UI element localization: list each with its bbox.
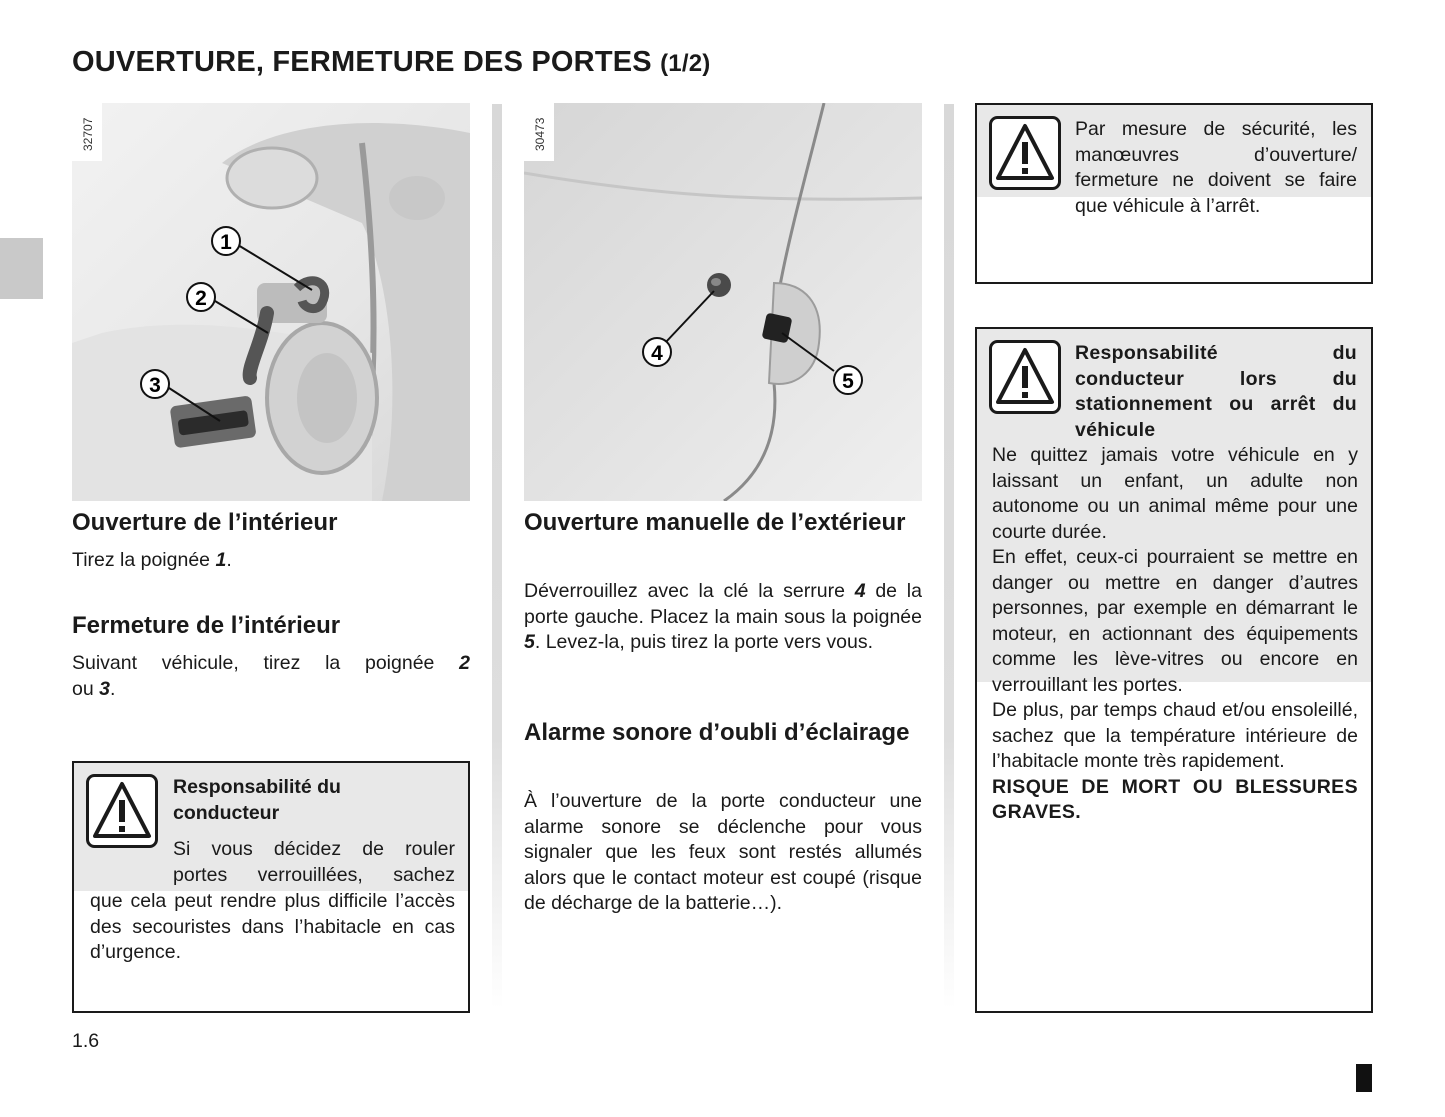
interior-door-illustration	[72, 103, 470, 501]
svg-text:5: 5	[842, 370, 854, 393]
callout-5	[834, 366, 862, 394]
exterior-door-illustration	[524, 103, 922, 501]
handle-ref-1: 1	[215, 549, 227, 571]
heading-light-alarm: Alarme sonore d’oubli d’éclairage	[524, 719, 910, 746]
section-tab	[0, 238, 43, 299]
text-manual-opening: Déverrouillez avec la clé la serrure 4 de la porte gauche. Placez la main sous la poignée 5. Levez-la, puis tirez la porte vers vous.	[524, 580, 922, 653]
warning-text-line2: portes verrouillées, sachez	[173, 864, 455, 886]
page-title-part: (1/2)	[660, 50, 711, 77]
warning-safety-text: Par mesure de sécurité, les manœuvres d’ouverture/ fermeture ne doivent se faire que véhicule à l’arrêt.	[1075, 118, 1357, 217]
figure-ref-1: 32707	[81, 117, 95, 151]
text-interior-closing-l2: ou 3.	[72, 678, 116, 700]
warning-parking-heading: Responsabilité du conducteur lors du stationnement ou arrêt du véhicule	[1075, 342, 1357, 441]
figure-exterior-door	[524, 103, 922, 501]
svg-text:4: 4	[651, 342, 663, 365]
warning-parking-risk: RISQUE DE MORT OU BLESSURES GRAVES.	[992, 775, 1358, 823]
text-interior-opening: Tirez la poignée 1.	[72, 549, 232, 571]
svg-text:3: 3	[149, 374, 161, 397]
warning-box-locked-doors	[72, 761, 470, 1013]
warning-parking-p2: En effet, ceux-ci pourraient se mettre en danger ou mettre en danger d’autres personnes, par exemple en démarrant le moteur, en actionnant des équipements comme les lève-vitres ou encore en verrouillant les portes.	[992, 546, 1358, 696]
column-divider-2	[944, 104, 954, 1009]
page-title: OUVERTURE, FERMETURE DES PORTES (1/2)	[72, 46, 711, 78]
warning-heading: Responsabilité du conducteur	[173, 776, 341, 824]
text-interior-closing-l1: Suivant véhicule, tirez la poignée 2	[72, 652, 470, 674]
text-light-alarm: À l’ouverture de la porte conducteur une alarme sonore se déclenche pour vous signaler que les feux sont restés allumés alors que le contact moteur est coupé (risque de décharge de la batterie…).	[524, 790, 922, 914]
page-end-marker	[1356, 1064, 1372, 1092]
warning-parking-p3: De plus, par temps chaud et/ou ensoleillé, sachez que la température intérieure de l’habitacle monte très rapidement.	[992, 699, 1358, 772]
lock-ref-4: 4	[854, 580, 866, 602]
callout-3	[141, 370, 169, 398]
handle-ref-5: 5	[524, 631, 535, 653]
heading-manual-opening: Ouverture manuelle de l’extérieur	[524, 509, 906, 536]
heading-interior-closing: Fermeture de l’intérieur	[72, 612, 341, 639]
callout-1	[212, 227, 240, 255]
warning-text-rest: que cela peut rendre plus difficile l’accès des secouristes dans l’habitacle en cas d’urgence.	[90, 890, 455, 963]
handle-ref-2: 2	[459, 652, 470, 674]
page-number: 1.6	[72, 1030, 100, 1052]
column-divider-1	[492, 104, 502, 1009]
warning-triangle-icon	[989, 116, 1061, 190]
warning-box-parking	[975, 327, 1373, 1013]
figure-ref-2: 30473	[533, 117, 547, 151]
handle-ref-3: 3	[99, 678, 110, 700]
callout-2	[187, 283, 215, 311]
callout-4	[643, 338, 671, 366]
svg-text:1: 1	[220, 231, 232, 254]
warning-triangle-icon	[989, 340, 1061, 414]
warning-box-safety	[975, 103, 1373, 284]
svg-text:2: 2	[195, 287, 207, 310]
warning-text-line1: Si vous décidez de rouler	[173, 838, 455, 860]
warning-parking-body	[992, 443, 1358, 826]
warning-parking-p1: Ne quittez jamais votre véhicule en y laissant un enfant, un adulte non autonome ou un animal même pour une courte durée.	[992, 444, 1358, 543]
heading-interior-opening: Ouverture de l’intérieur	[72, 509, 338, 536]
warning-triangle-icon	[86, 774, 158, 848]
figure-interior-door	[72, 103, 470, 501]
